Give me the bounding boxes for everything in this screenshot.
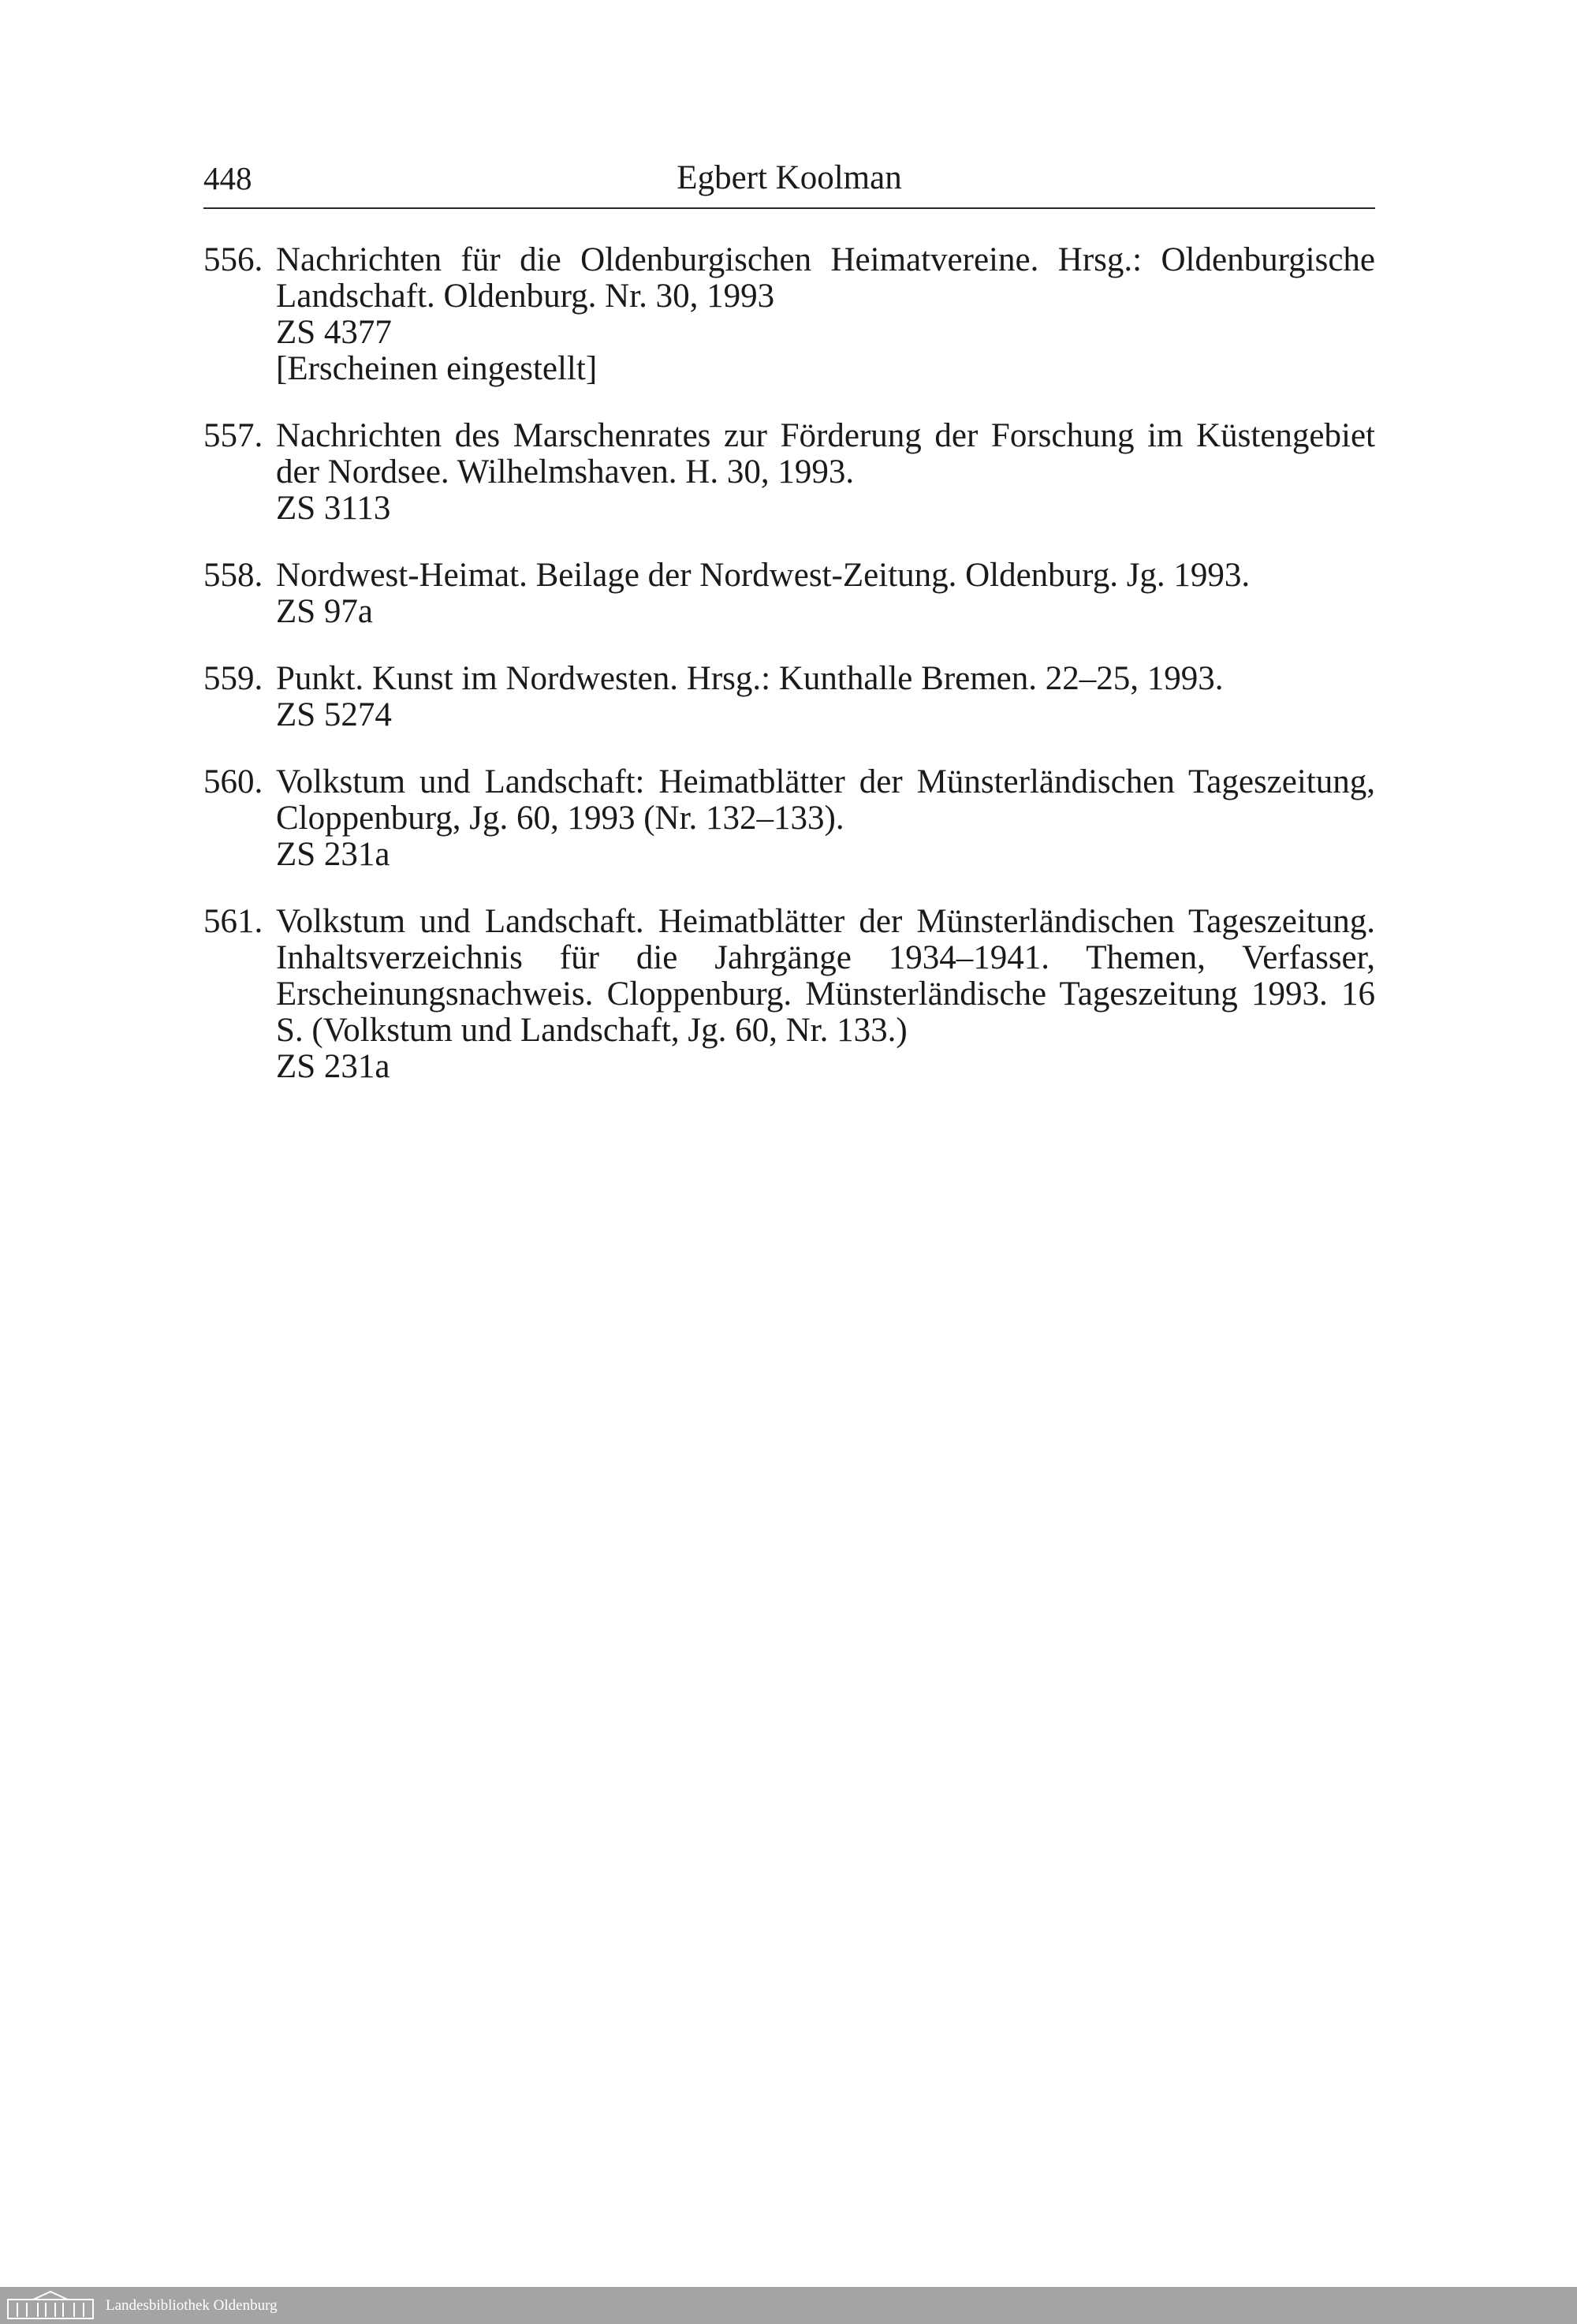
entry-number: 561. xyxy=(203,903,263,940)
footer-label: Landesbibliothek Oldenburg xyxy=(106,2297,278,2314)
entry-text: Nachrichten für die Oldenburgischen Heimatvereine. Hrsg.: Oldenburgische Landschaft. Oldenburg. Nr. 30, 1993 xyxy=(276,241,1375,315)
entry-shelfmark: ZS 97a xyxy=(276,593,374,630)
entry-number: 559. xyxy=(203,660,263,697)
bibliography-list xyxy=(203,242,1375,1116)
bibliography-entry-558 xyxy=(203,558,1375,630)
entry-text: Punkt. Kunst im Nordwesten. Hrsg.: Kunthalle Bremen. 22–25, 1993. xyxy=(276,660,1224,697)
bibliography-entry-561 xyxy=(203,904,1375,1085)
entry-note: [Erscheinen eingestellt] xyxy=(276,350,598,387)
entry-number: 560. xyxy=(203,763,263,800)
entry-text: Volkstum und Landschaft: Heimatblätter der Münsterländischen Tageszeitung, Cloppenburg, Jg. 60, 1993 (Nr. 132–133). xyxy=(276,763,1375,837)
header-rule xyxy=(203,207,1375,209)
page-number: 448 xyxy=(203,160,252,196)
bibliography-entry-557 xyxy=(203,418,1375,527)
entry-shelfmark: ZS 3113 xyxy=(276,490,391,527)
page-header xyxy=(203,155,1375,203)
bibliography-entry-559 xyxy=(203,661,1375,733)
running-head: Egbert Koolman xyxy=(677,159,902,196)
library-building-icon xyxy=(6,2290,95,2320)
entry-number: 557. xyxy=(203,417,263,454)
entry-shelfmark: ZS 231a xyxy=(276,836,390,873)
bibliography-entry-556 xyxy=(203,242,1375,387)
entry-shelfmark: ZS 4377 xyxy=(276,314,392,351)
footer-bar xyxy=(0,2287,1577,2324)
entry-number: 558. xyxy=(203,557,263,594)
entry-shelfmark: ZS 231a xyxy=(276,1048,390,1085)
entry-text: Nordwest-Heimat. Beilage der Nordwest-Zeitung. Oldenburg. Jg. 1993. xyxy=(276,557,1251,594)
bibliography-entry-560 xyxy=(203,764,1375,873)
entry-text: Volkstum und Landschaft. Heimatblätter der Münsterländischen Tageszeitung. Inhaltsverzeichnis für die Jahrgänge 1934–1941. Themen, Verfasser, Erscheinungsnachweis. Cloppenburg. Münsterländische Tageszeitung 1993. 16 S. (Volkstum und Landschaft, Jg. 60, Nr. 133.) xyxy=(276,903,1375,1049)
entry-number: 556. xyxy=(203,241,263,278)
entry-shelfmark: ZS 5274 xyxy=(276,696,392,733)
entry-text: Nachrichten des Marschenrates zur Förderung der Forschung im Küstengebiet der Nordsee. Wilhelmshaven. H. 30, 1993. xyxy=(276,417,1375,491)
